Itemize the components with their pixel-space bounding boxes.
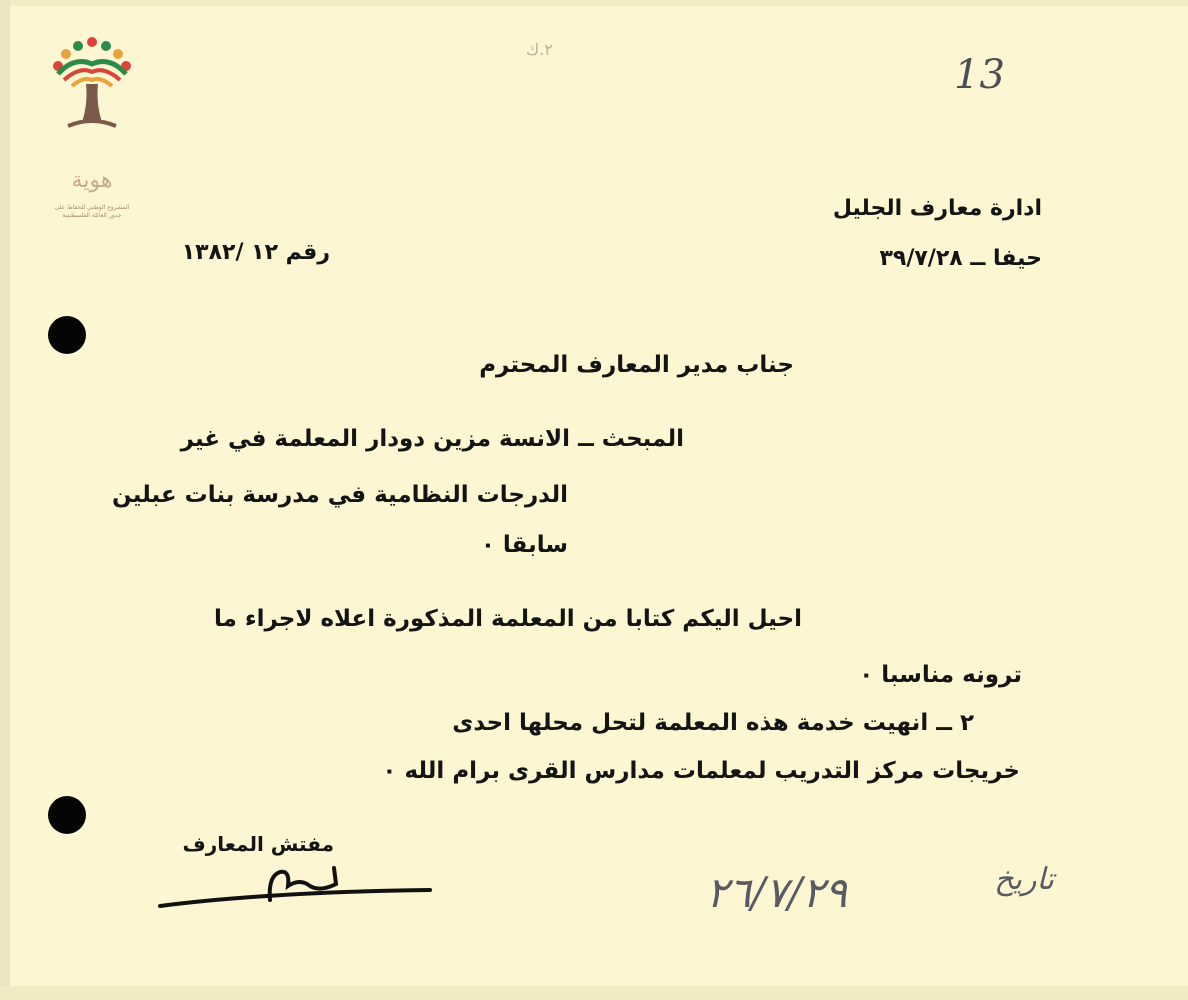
punch-hole-top <box>48 316 86 354</box>
handwritten-signature <box>150 856 440 916</box>
page-edge-top <box>0 0 1188 6</box>
handwritten-date-label: تاريخ <box>994 862 1054 897</box>
body-line-2: ترونه مناسبا ٠ <box>859 662 1022 688</box>
salutation: جناب مدير المعارف المحترم <box>479 352 794 378</box>
logo-wordmark: هوية <box>71 168 113 193</box>
page-edge-left <box>0 0 10 1000</box>
logo-caption-line1: المشروع الوطني للحفاظ على <box>54 204 130 211</box>
place-date: حيفا ــ ٣٩/٧/٢٨ <box>879 246 1042 271</box>
logo-caption-line2: جذور العائلة الفلسطينية <box>62 212 122 219</box>
subject-line-2: الدرجات النظامية في مدرسة بنات عبلين <box>112 482 568 508</box>
faint-mark: ٢.ك <box>526 40 553 59</box>
subject-line-3: سابقا ٠ <box>480 532 568 558</box>
body-line-4: خريجات مركز التدريب لمعلمات مدارس القرى برام الله ٠ <box>382 758 1020 784</box>
body-line-1: احيل اليكم كتابا من المعلمة المذكورة اعلاه لاجراء ما <box>213 606 802 632</box>
tree-people-icon <box>44 34 140 134</box>
archive-logo <box>44 34 140 219</box>
body-line-3: ٢ ــ انهيت خدمة هذه المعلمة لتحل محلها احدى <box>452 710 974 736</box>
subject-line-1: المبحث ــ الانسة مزين دودار المعلمة في غير <box>180 426 684 452</box>
page-number: 13 <box>954 52 1005 98</box>
page-edge-bottom <box>0 986 1188 1000</box>
handwritten-date: ٢٦/٧/٢٩ <box>706 868 848 917</box>
signatory-title: مفتش المعارف <box>182 832 334 856</box>
reference-number: رقم ١٢ /١٣٨٢ <box>181 240 330 265</box>
punch-hole-bottom <box>48 796 86 834</box>
department-name: ادارة معارف الجليل <box>832 196 1042 221</box>
